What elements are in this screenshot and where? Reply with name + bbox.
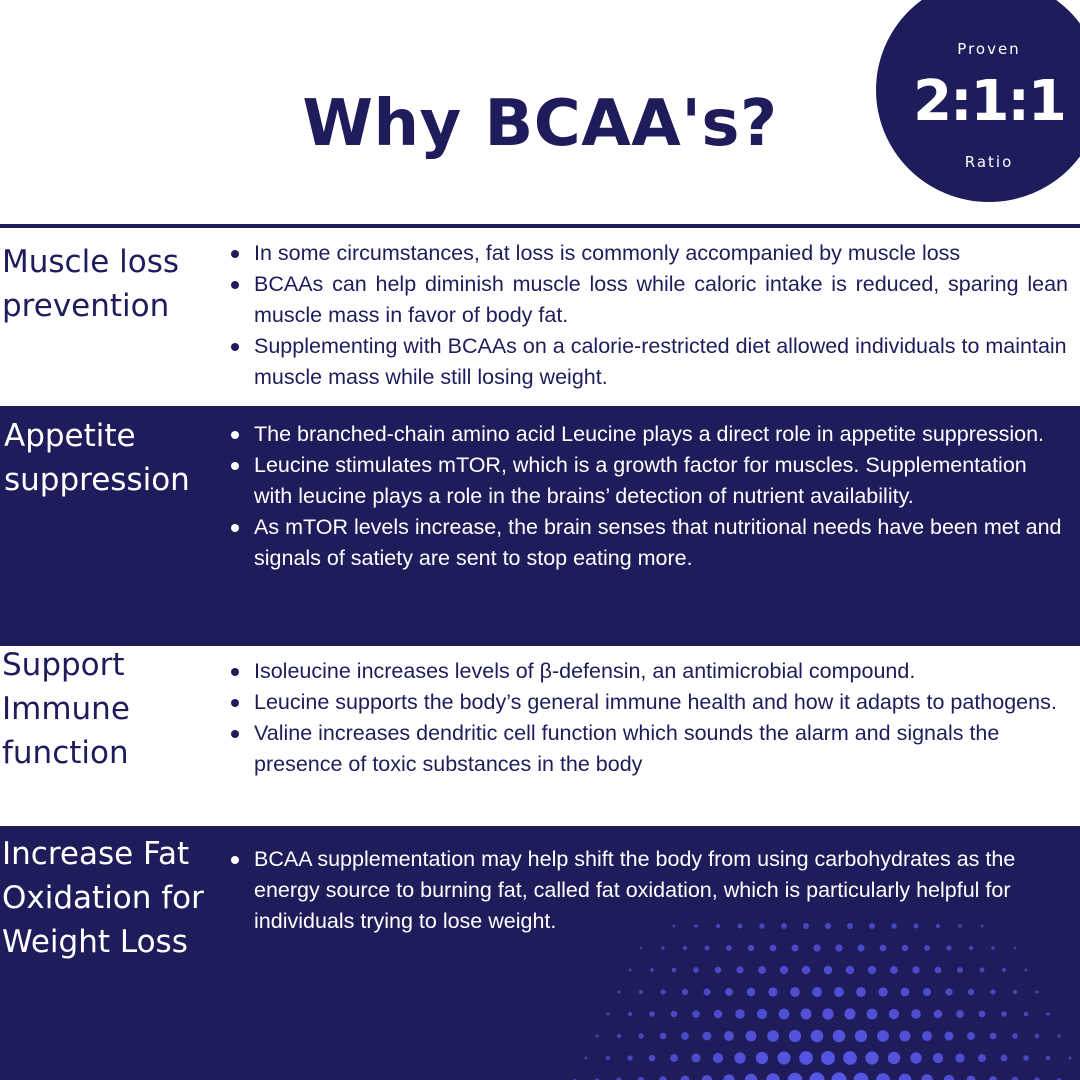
halftone-dot	[627, 1055, 632, 1060]
ratio-badge	[876, 0, 1080, 202]
halftone-dot	[888, 1052, 900, 1064]
halftone-dot	[660, 1033, 667, 1040]
halftone-dot	[736, 966, 743, 973]
halftone-dot	[900, 1031, 911, 1042]
halftone-dot	[672, 968, 677, 973]
halftone-dot	[876, 1073, 890, 1080]
bullet-text: In some circumstances, fat loss is commonly accompanied by muscle loss	[254, 241, 961, 265]
halftone-dot	[834, 987, 844, 997]
halftone-dot	[877, 1030, 889, 1042]
halftone-dot	[809, 1072, 824, 1080]
bullet-text: Isoleucine increases levels of β-defensin, an antimicrobial compound.	[254, 659, 916, 683]
header	[0, 0, 1080, 224]
halftone-dot	[638, 1033, 643, 1038]
halftone-dot	[824, 966, 833, 975]
halftone-dot	[880, 945, 887, 952]
halftone-dot	[789, 1030, 801, 1042]
halftone-dot	[1012, 1033, 1018, 1039]
halftone-dot	[935, 967, 942, 974]
halftone-dot	[1001, 1055, 1008, 1062]
halftone-dot	[979, 1011, 986, 1018]
section-fat-oxidation	[0, 826, 1080, 1080]
halftone-dot	[857, 944, 864, 951]
halftone-dot	[780, 966, 788, 974]
halftone-dot	[661, 946, 664, 949]
halftone-dot	[681, 1076, 690, 1080]
halftone-dot	[844, 1008, 855, 1019]
halftone-dot	[629, 969, 632, 972]
halftone-dot	[934, 1010, 943, 1019]
bullet-item	[230, 512, 1068, 574]
halftone-dot	[966, 1075, 975, 1080]
halftone-dot	[933, 1053, 943, 1063]
bullet-list	[230, 419, 1068, 574]
badge-bottom-label: Ratio	[964, 153, 1014, 171]
badge-ratio: 2:1:1	[913, 69, 1065, 134]
bullet-text: As mTOR levels increase, the brain senses that nutritional needs have been met and signals of satiety are sent to stop eating more.	[254, 515, 1062, 570]
bullet-text: The branched-chain amino acid Leucine plays a direct role in appetite suppression.	[254, 422, 1044, 446]
halftone-dot	[990, 1033, 997, 1040]
halftone-dot	[944, 1031, 953, 1040]
halftone-dot	[1035, 1034, 1039, 1038]
halftone-dot	[799, 1051, 813, 1065]
halftone-dot	[703, 1032, 712, 1041]
halftone-dot	[899, 1074, 912, 1080]
halftone-dot	[990, 989, 995, 994]
halftone-dot	[1046, 1012, 1049, 1015]
halftone-dot	[726, 945, 732, 951]
page-title: Why BCAA's?	[302, 87, 778, 161]
halftone-dot	[767, 1030, 779, 1042]
halftone-dot	[802, 966, 811, 975]
halftone-dot	[901, 988, 910, 997]
halftone-dot	[957, 967, 963, 973]
halftone-dot	[878, 987, 887, 996]
halftone-dot	[779, 1009, 790, 1020]
bullet-dot-icon	[231, 730, 239, 738]
halftone-dot	[924, 945, 930, 951]
halftone-dot	[617, 1034, 621, 1038]
halftone-dot	[811, 1030, 824, 1043]
badge-top-label: Proven	[957, 40, 1021, 58]
halftone-dot	[595, 1034, 598, 1037]
halftone-dot	[1002, 968, 1006, 972]
bullet-item	[230, 656, 1068, 687]
halftone-dot	[922, 1031, 932, 1041]
bullet-dot-icon	[231, 431, 239, 439]
bullet-text: Leucine stimulates mTOR, which is a growth factor for muscles. Supplementation with leucine plays a role in the brains’ detection of nutrient availability.	[254, 453, 1027, 508]
halftone-dot	[790, 987, 800, 997]
halftone-dot	[821, 1051, 835, 1065]
bullet-text: Supplementing with BCAAs on a calorie-restricted diet allowed individuals to maintain muscle mass while still losing weight.	[254, 334, 1067, 389]
bullet-item	[230, 450, 1068, 512]
halftone-dot	[1025, 969, 1028, 972]
halftone-dot	[1013, 990, 1017, 994]
halftone-dot	[606, 1012, 609, 1015]
bullet-text: Valine increases dendritic cell function which sounds the alarm and signals the presence of toxic substances in the body	[254, 721, 1000, 776]
halftone-dot	[670, 1054, 678, 1062]
halftone-dot	[968, 989, 974, 995]
halftone-dot	[955, 1053, 964, 1062]
halftone-dot	[1057, 1034, 1060, 1037]
halftone-dot	[867, 1009, 878, 1020]
bullet-item	[230, 269, 1068, 331]
halftone-dot	[910, 1052, 921, 1063]
bullet-list	[230, 238, 1068, 393]
section-muscle-loss	[0, 228, 1080, 406]
bullet-dot-icon	[231, 250, 239, 258]
halftone-dot	[777, 1051, 790, 1064]
halftone-dot	[991, 946, 995, 950]
halftone-dot	[944, 1075, 954, 1080]
halftone-dot	[791, 944, 798, 951]
halftone-dot	[969, 946, 973, 950]
section-title: Muscle loss prevention	[2, 244, 180, 324]
halftone-dot	[800, 1008, 811, 1019]
halftone-dot	[1046, 1056, 1050, 1060]
halftone-dot	[692, 1010, 700, 1018]
halftone-dot	[812, 987, 822, 997]
section-title: Support Immune function	[2, 647, 130, 771]
halftone-dot	[757, 1009, 767, 1019]
halftone-dot	[585, 1057, 588, 1060]
halftone-dot	[923, 988, 931, 996]
section-title: Increase Fat Oxidation for Weight Loss	[2, 836, 204, 960]
halftone-dot	[628, 1012, 632, 1016]
halftone-dot	[889, 1009, 899, 1019]
halftone-dot	[683, 946, 687, 950]
halftone-dot	[649, 1011, 654, 1016]
bullet-item	[230, 331, 1068, 393]
halftone-dot	[843, 1051, 857, 1065]
bullet-dot-icon	[231, 668, 239, 676]
section-immune	[0, 646, 1080, 826]
halftone-dot	[724, 1031, 734, 1041]
halftone-dot	[831, 1072, 846, 1080]
halftone-dot	[682, 989, 688, 995]
halftone-dot	[855, 1030, 867, 1042]
halftone-dot	[912, 966, 919, 973]
halftone-dot	[978, 1054, 986, 1062]
halftone-dot	[967, 1032, 975, 1040]
halftone-dot	[649, 1055, 656, 1062]
halftone-dot	[681, 1032, 689, 1040]
halftone-dot	[1035, 990, 1038, 993]
halftone-dot	[945, 988, 952, 995]
halftone-dot	[734, 1052, 745, 1063]
halftone-dot	[639, 990, 643, 994]
halftone-dot	[946, 945, 951, 950]
halftone-dot	[788, 1073, 803, 1080]
bullet-dot-icon	[231, 524, 239, 532]
bullet-dot-icon	[231, 856, 239, 864]
halftone-dot	[846, 966, 855, 975]
halftone-dot	[748, 945, 754, 951]
halftone-dot	[1001, 1011, 1007, 1017]
halftone-dot	[758, 966, 766, 974]
bullet-item	[230, 844, 1068, 937]
halftone-dot	[1023, 1055, 1029, 1061]
halftone-dot	[702, 1075, 712, 1080]
bullet-list	[230, 656, 1068, 780]
section-appetite	[0, 406, 1080, 646]
bullet-dot-icon	[231, 699, 239, 707]
halftone-dot	[659, 1076, 667, 1080]
halftone-dot	[833, 1030, 846, 1043]
halftone-dot	[921, 1074, 933, 1080]
bullet-list	[230, 844, 1068, 937]
bullet-text: Leucine supports the body’s general immune health and how it adapts to pathogens.	[254, 690, 1057, 714]
halftone-dot	[856, 987, 866, 997]
halftone-dot	[640, 947, 642, 949]
halftone-dot	[747, 988, 756, 997]
halftone-dot	[660, 989, 665, 994]
halftone-dot	[956, 1010, 964, 1018]
halftone-dot	[822, 1008, 833, 1019]
halftone-dot	[746, 1031, 757, 1042]
bullet-item	[230, 718, 1068, 780]
bullet-dot-icon	[231, 343, 239, 351]
halftone-dot	[835, 944, 842, 951]
halftone-dot	[715, 967, 721, 973]
halftone-dot	[745, 1074, 758, 1080]
halftone-dot	[768, 987, 777, 996]
bullet-dot-icon	[231, 462, 239, 470]
halftone-dot	[714, 1010, 723, 1019]
halftone-dot	[1068, 1056, 1071, 1059]
halftone-dot	[692, 1054, 701, 1063]
halftone-dot	[725, 988, 733, 996]
halftone-dot	[890, 966, 898, 974]
halftone-dot	[980, 968, 985, 973]
halftone-dot	[723, 1074, 734, 1080]
halftone-dot	[606, 1056, 610, 1060]
bullet-text: BCAA supplementation may help shift the body from using carbohydrates as the energy source to burning fat, called fat oxidation, which is particularly helpful for individuals trying to lose weight.	[254, 847, 1016, 933]
bullet-item	[230, 687, 1068, 718]
halftone-dot	[865, 1051, 878, 1064]
halftone-dot	[868, 966, 876, 974]
halftone-dot	[704, 945, 709, 950]
halftone-dot	[911, 1009, 921, 1019]
section-title: Appetite suppression	[4, 418, 190, 498]
halftone-dot	[1024, 1012, 1028, 1016]
halftone-dot	[766, 1073, 780, 1080]
halftone-dot	[671, 1011, 677, 1017]
halftone-dot	[902, 945, 908, 951]
halftone-dot	[756, 1052, 768, 1064]
halftone-dot	[693, 967, 699, 973]
bullet-dot-icon	[231, 281, 239, 289]
bullet-item	[230, 238, 1068, 269]
halftone-dot	[703, 988, 710, 995]
halftone-dot	[713, 1053, 723, 1063]
halftone-dot	[770, 945, 777, 952]
halftone-dot	[989, 1076, 997, 1080]
bullet-item	[230, 419, 1068, 450]
halftone-dot	[854, 1073, 869, 1080]
halftone-dot	[813, 944, 820, 951]
halftone-dot	[1014, 947, 1017, 950]
halftone-dot	[735, 1009, 744, 1018]
bullet-text: BCAAs can help diminish muscle loss while caloric intake is reduced, sparing lean muscle mass in favor of body fat.	[254, 272, 1068, 327]
halftone-dot	[650, 968, 654, 972]
halftone-dot	[618, 991, 621, 994]
